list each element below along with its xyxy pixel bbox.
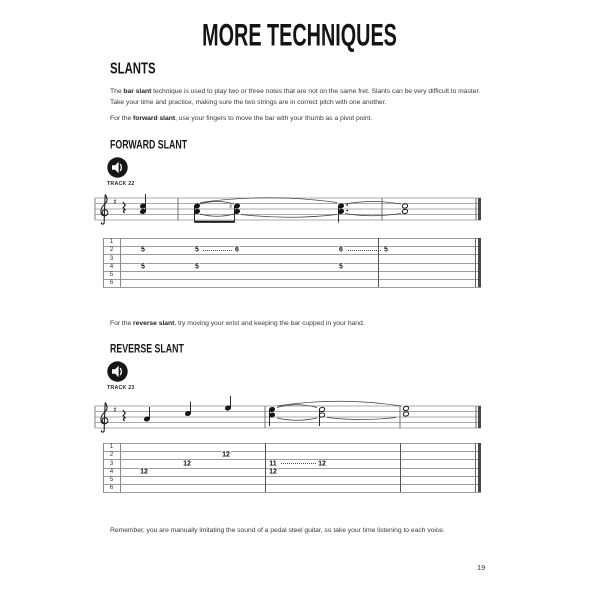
notehead — [225, 405, 231, 411]
slur — [277, 418, 317, 420]
speaker-icon — [107, 157, 128, 178]
notehead — [234, 209, 240, 215]
tab-line — [103, 459, 481, 460]
string-label: 6 — [109, 278, 114, 286]
notehead — [194, 203, 200, 209]
final-barline-thin — [475, 238, 476, 287]
string-label: 6 — [109, 483, 114, 491]
string-label: 1 — [109, 237, 114, 245]
slur — [241, 215, 337, 218]
final-barline-thin — [475, 443, 476, 492]
measure-barline — [378, 238, 379, 287]
string-label: 4 — [109, 467, 114, 475]
slide-dashes — [281, 463, 316, 464]
tab-label-divider — [120, 443, 121, 492]
fret-number: 12 — [269, 468, 277, 476]
notehead — [234, 203, 240, 209]
fret-number: 11 — [269, 460, 277, 467]
notehead — [144, 416, 150, 422]
tab-line — [103, 263, 481, 264]
fret-number: 12 — [222, 451, 230, 459]
reverse-slant-heading: REVERSE SLANT — [110, 343, 184, 356]
quarter-rest — [123, 203, 125, 213]
fret-number: 12 — [318, 460, 326, 467]
key-signature-sharp: ♯ — [113, 405, 117, 415]
notehead — [185, 411, 191, 417]
tablature-reverse — [103, 443, 481, 492]
string-label: 4 — [109, 262, 114, 270]
string-label: 2 — [109, 246, 114, 254]
tab-line — [103, 271, 481, 272]
tab-line — [103, 246, 481, 247]
tab-line — [103, 238, 481, 239]
tab-line — [103, 468, 481, 469]
treble-clef — [101, 403, 108, 432]
paragraph-line: Take your time and practice, making sure the two strings are in correct pitch with one another. — [110, 99, 387, 106]
notehead — [194, 209, 200, 215]
paragraph-line: For the reverse slant, try moving your wrist and keeping the bar cupped in your hand. — [110, 320, 365, 327]
tab-line — [103, 484, 481, 485]
tab-line — [103, 476, 481, 477]
string-label: 1 — [109, 442, 114, 450]
string-label: 5 — [109, 475, 114, 483]
final-barline-thick — [478, 443, 481, 492]
tab-line — [103, 451, 481, 452]
speaker-icon — [107, 361, 128, 382]
slur — [277, 405, 317, 408]
tablature-forward — [103, 238, 481, 287]
slur — [277, 401, 401, 406]
tab-line — [103, 287, 481, 288]
paragraph-line: The bar slant technique is used to play two or three notes that are not on the same fret. Slants can be very difficult to master. — [110, 88, 481, 95]
fret-number: 12 — [183, 460, 191, 467]
open-notehead — [402, 203, 408, 209]
string-label: 2 — [109, 451, 114, 459]
measure-barline — [265, 443, 266, 492]
fret-number: 5 — [195, 263, 199, 271]
notehead — [140, 209, 146, 215]
fret-number: 5 — [141, 246, 145, 254]
tab-line — [103, 254, 481, 255]
fret-number: 6 — [339, 246, 343, 254]
page-number: 19 — [477, 563, 486, 572]
slur — [200, 214, 234, 216]
open-notehead — [403, 411, 409, 417]
slur — [200, 198, 337, 203]
tab-line — [103, 492, 481, 493]
fret-number: 5 — [339, 263, 343, 271]
tab-line — [103, 443, 481, 444]
tab-line — [103, 279, 481, 280]
notehead — [269, 407, 275, 413]
page-title-text: MORE TECHNIQUES — [202, 18, 398, 53]
beam — [194, 221, 235, 223]
notehead — [338, 203, 344, 209]
string-label: 3 — [109, 459, 114, 467]
string-label: 3 — [109, 254, 114, 262]
notehead — [269, 412, 275, 418]
tab-left-edge — [103, 238, 104, 287]
fret-number: 5 — [141, 263, 145, 271]
tab-left-edge — [103, 443, 104, 492]
track-label: TRACK 22 — [107, 181, 135, 187]
open-notehead — [402, 209, 408, 215]
treble-clef — [101, 195, 108, 224]
slur — [200, 202, 234, 205]
accidental-sharp: ♯ — [229, 202, 233, 211]
slur — [327, 418, 396, 420]
slide-dashes — [348, 250, 381, 251]
slur — [345, 202, 401, 205]
final-barline-thick — [478, 238, 481, 287]
fret-number: 5 — [384, 246, 388, 254]
fret-number: 12 — [140, 468, 148, 476]
measure-barline — [400, 443, 401, 492]
slur — [345, 214, 401, 216]
key-signature-sharp: ♯ — [113, 197, 117, 207]
section-heading-slants: SLANTS — [110, 60, 156, 78]
notehead — [140, 203, 146, 209]
fret-number: 5 — [195, 246, 199, 254]
quarter-rest — [123, 411, 125, 421]
open-notehead — [319, 412, 325, 418]
slide-dashes — [203, 250, 232, 251]
page-title — [0, 18, 600, 52]
footer-note: Remember, you are manually imitating the sound of a pedal steel guitar, so take your time listening to each voice. — [110, 527, 445, 534]
open-notehead — [319, 407, 325, 413]
tab-label-divider — [120, 238, 121, 287]
fret-number: 6 — [235, 246, 239, 254]
open-notehead — [403, 406, 409, 412]
track-label: TRACK 23 — [107, 385, 135, 391]
string-label: 5 — [109, 270, 114, 278]
notehead — [338, 209, 344, 215]
forward-slant-heading: FORWARD SLANT — [110, 139, 188, 152]
paragraph-line: For the forward slant, use your fingers to move the bar with your thumb as a pivot point. — [110, 115, 373, 122]
